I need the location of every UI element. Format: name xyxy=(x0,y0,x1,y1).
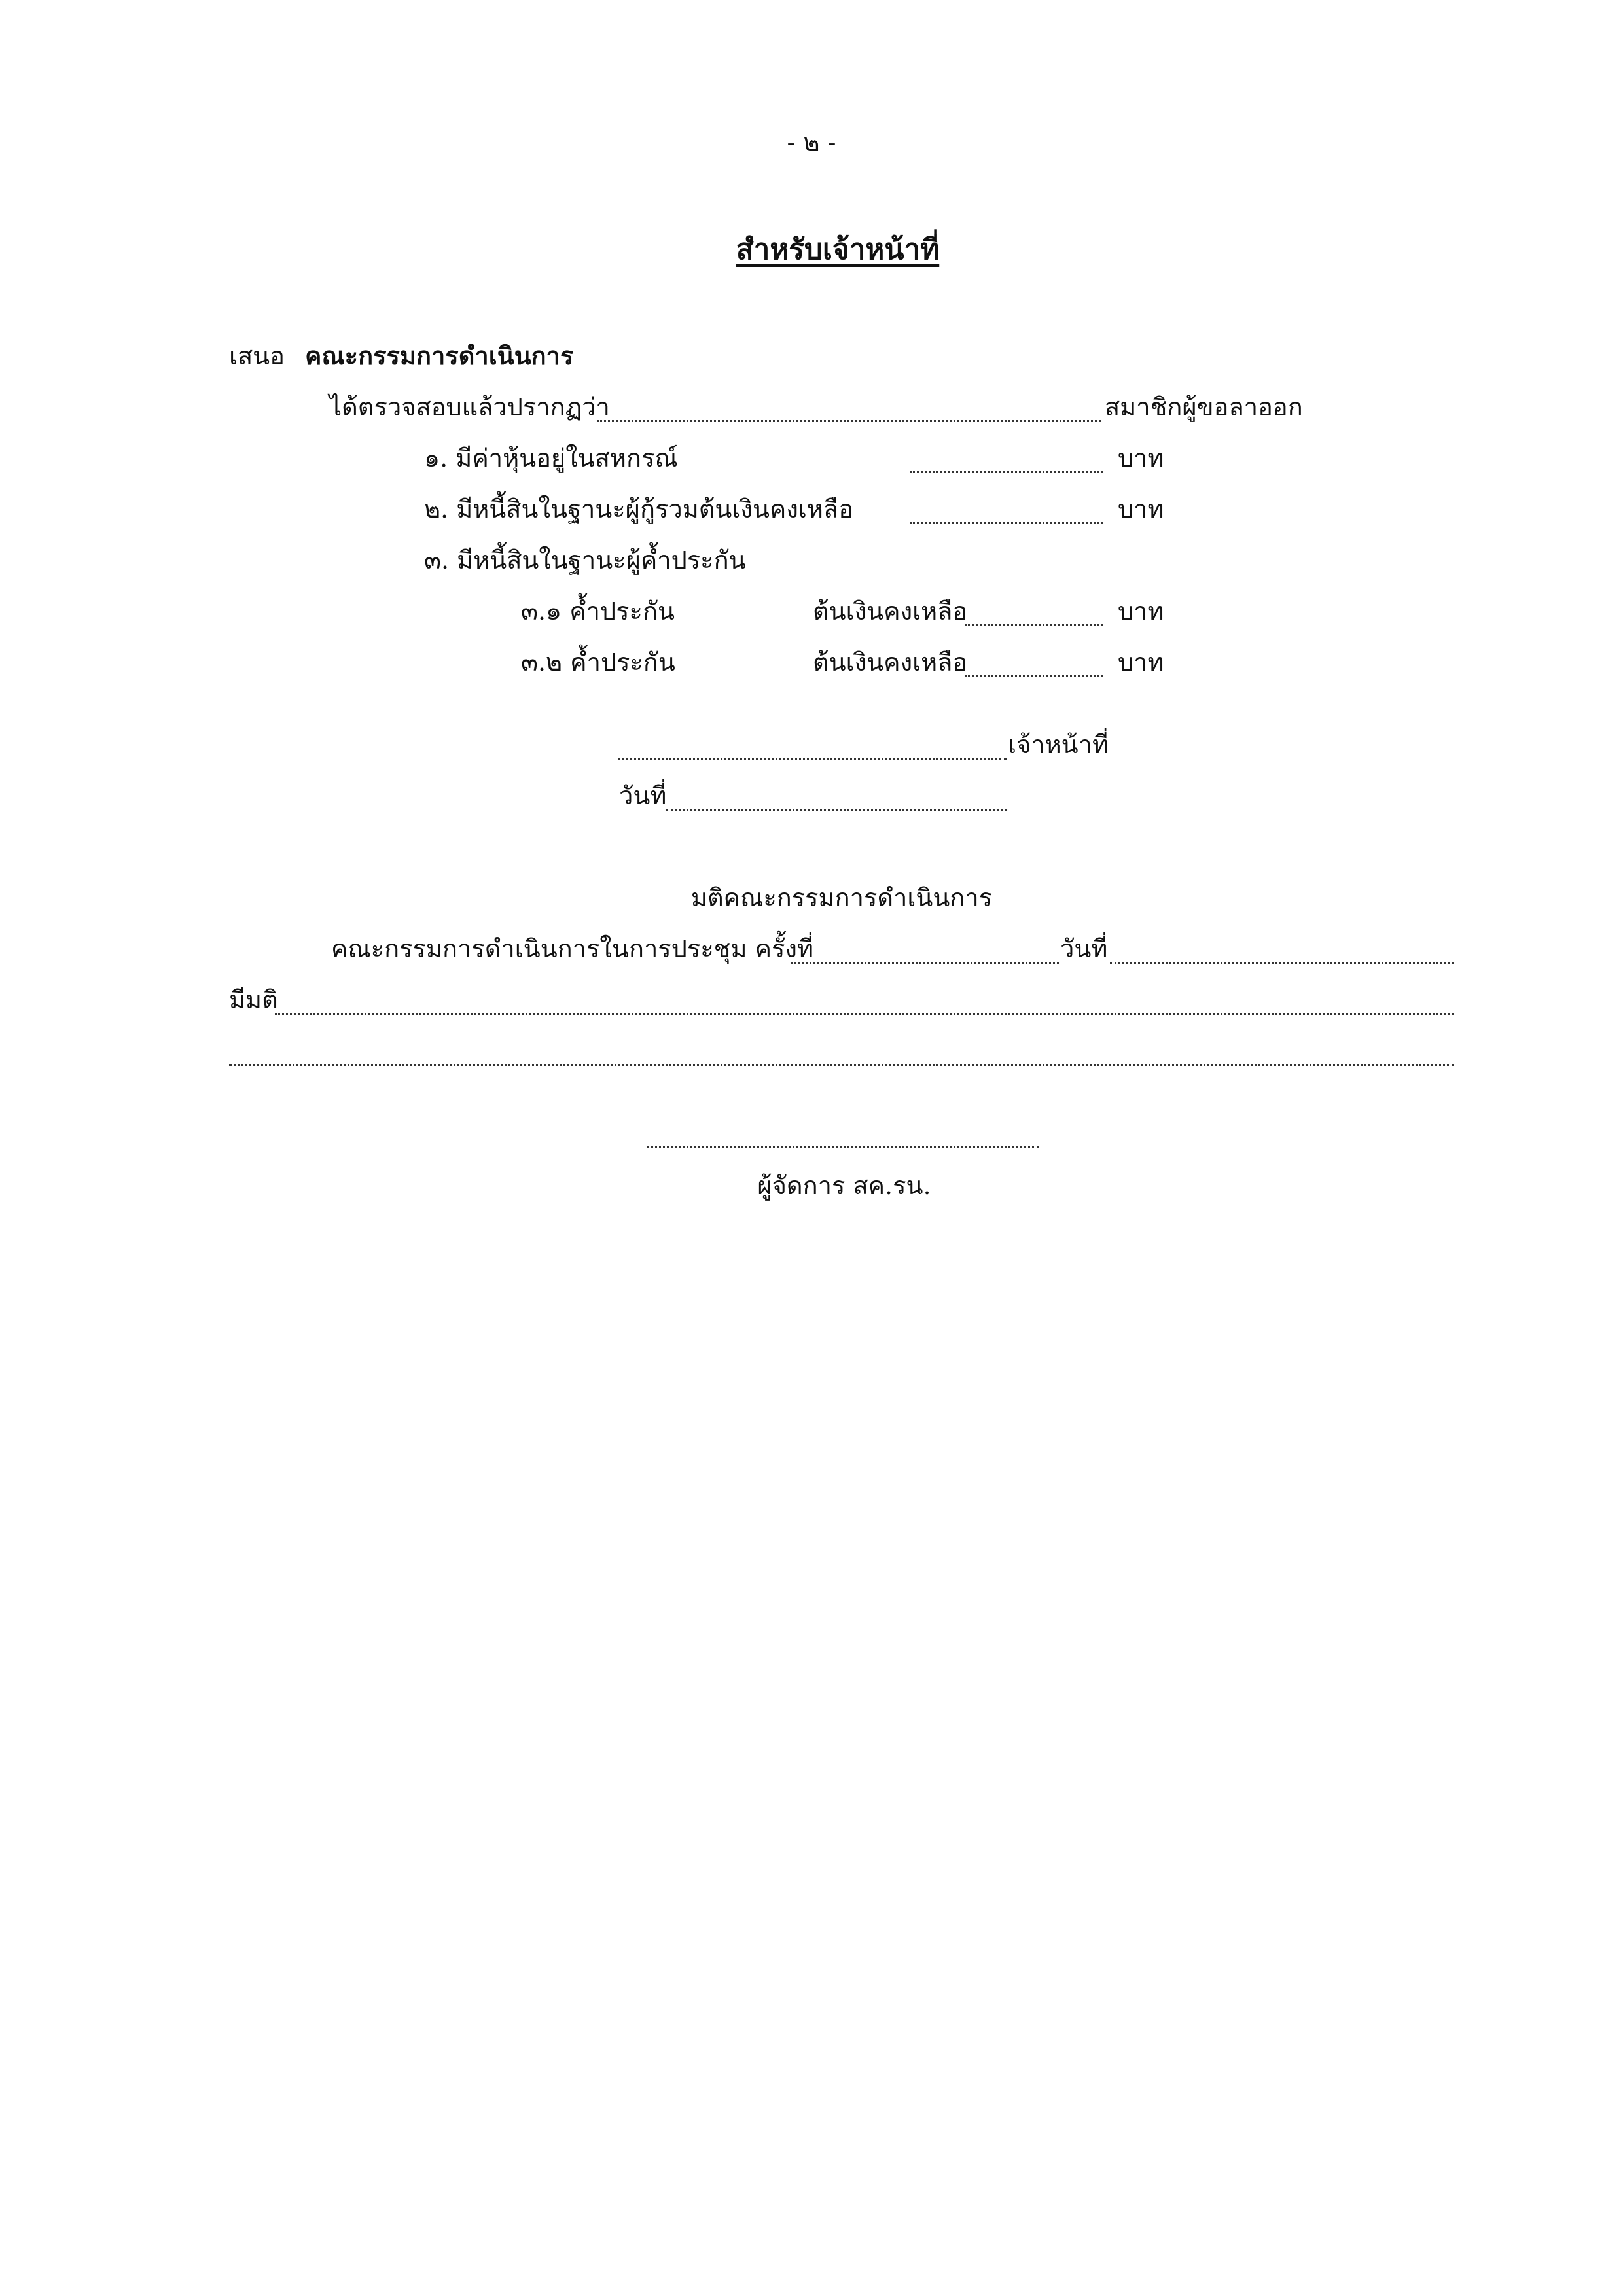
propose-label: เสนอ xyxy=(229,342,285,370)
meeting-date-field[interactable] xyxy=(1110,962,1454,964)
meeting-text: คณะกรรมการดำเนินการในการประชุม ครั้งที่ xyxy=(331,934,814,963)
page-number: - ๒ - xyxy=(787,128,836,157)
sub-item-2-label: ๓.๒ ค้ำประกัน xyxy=(521,648,675,677)
meeting-date-label: วันที่ xyxy=(1060,934,1108,963)
manager-title: ผู้จัดการ สค.รน. xyxy=(757,1171,931,1200)
inspection-intro: ได้ตรวจสอบแล้วปรากฏว่า xyxy=(329,393,610,421)
officer-date-field[interactable] xyxy=(666,809,1007,811)
sub-item-1-label: ๓.๑ ค้ำประกัน xyxy=(521,597,675,626)
resolution-text-field-line-2[interactable] xyxy=(229,1064,1454,1066)
officer-title: เจ้าหน้าที่ xyxy=(1008,730,1109,759)
inspection-suffix: สมาชิกผู้ขอลาออก xyxy=(1105,393,1303,421)
item-2-amount-field[interactable] xyxy=(910,522,1103,524)
sub-item-1-balance-label: ต้นเงินคงเหลือ xyxy=(813,597,968,626)
item-1-amount-field[interactable] xyxy=(910,471,1103,473)
item-1-label: ๑. มีค่าหุ้นอยู่ในสหกรณ์ xyxy=(424,444,678,472)
sub-item-1-unit: บาท xyxy=(1118,597,1164,626)
officer-signature-field[interactable] xyxy=(618,758,1007,760)
sub-item-2-balance-field[interactable] xyxy=(965,675,1103,677)
item-2-label: ๒. มีหนี้สินในฐานะผู้กู้รวมต้นเงินคงเหลือ xyxy=(424,495,854,523)
meeting-number-field[interactable] xyxy=(791,962,1059,964)
page-title: สำหรับเจ้าหน้าที่ xyxy=(736,233,940,266)
resolved-label: มีมติ xyxy=(229,985,278,1014)
sub-item-2-balance-label: ต้นเงินคงเหลือ xyxy=(813,648,968,677)
sub-item-2-unit: บาท xyxy=(1118,648,1164,677)
propose-recipient: คณะกรรมการดำเนินการ xyxy=(305,341,574,370)
resolution-heading: มติคณะกรรมการดำเนินการ xyxy=(690,883,993,912)
item-3-label: ๓. มีหนี้สินในฐานะผู้ค้ำประกัน xyxy=(424,546,746,574)
inspection-result-field[interactable] xyxy=(597,420,1101,422)
sub-item-1-balance-field[interactable] xyxy=(965,624,1103,626)
item-2-unit: บาท xyxy=(1118,495,1164,523)
officer-date-label: วันที่ xyxy=(619,781,667,810)
manager-signature-field[interactable] xyxy=(647,1146,1039,1148)
item-1-unit: บาท xyxy=(1118,444,1164,472)
resolution-text-field-line-1[interactable] xyxy=(275,1013,1454,1015)
